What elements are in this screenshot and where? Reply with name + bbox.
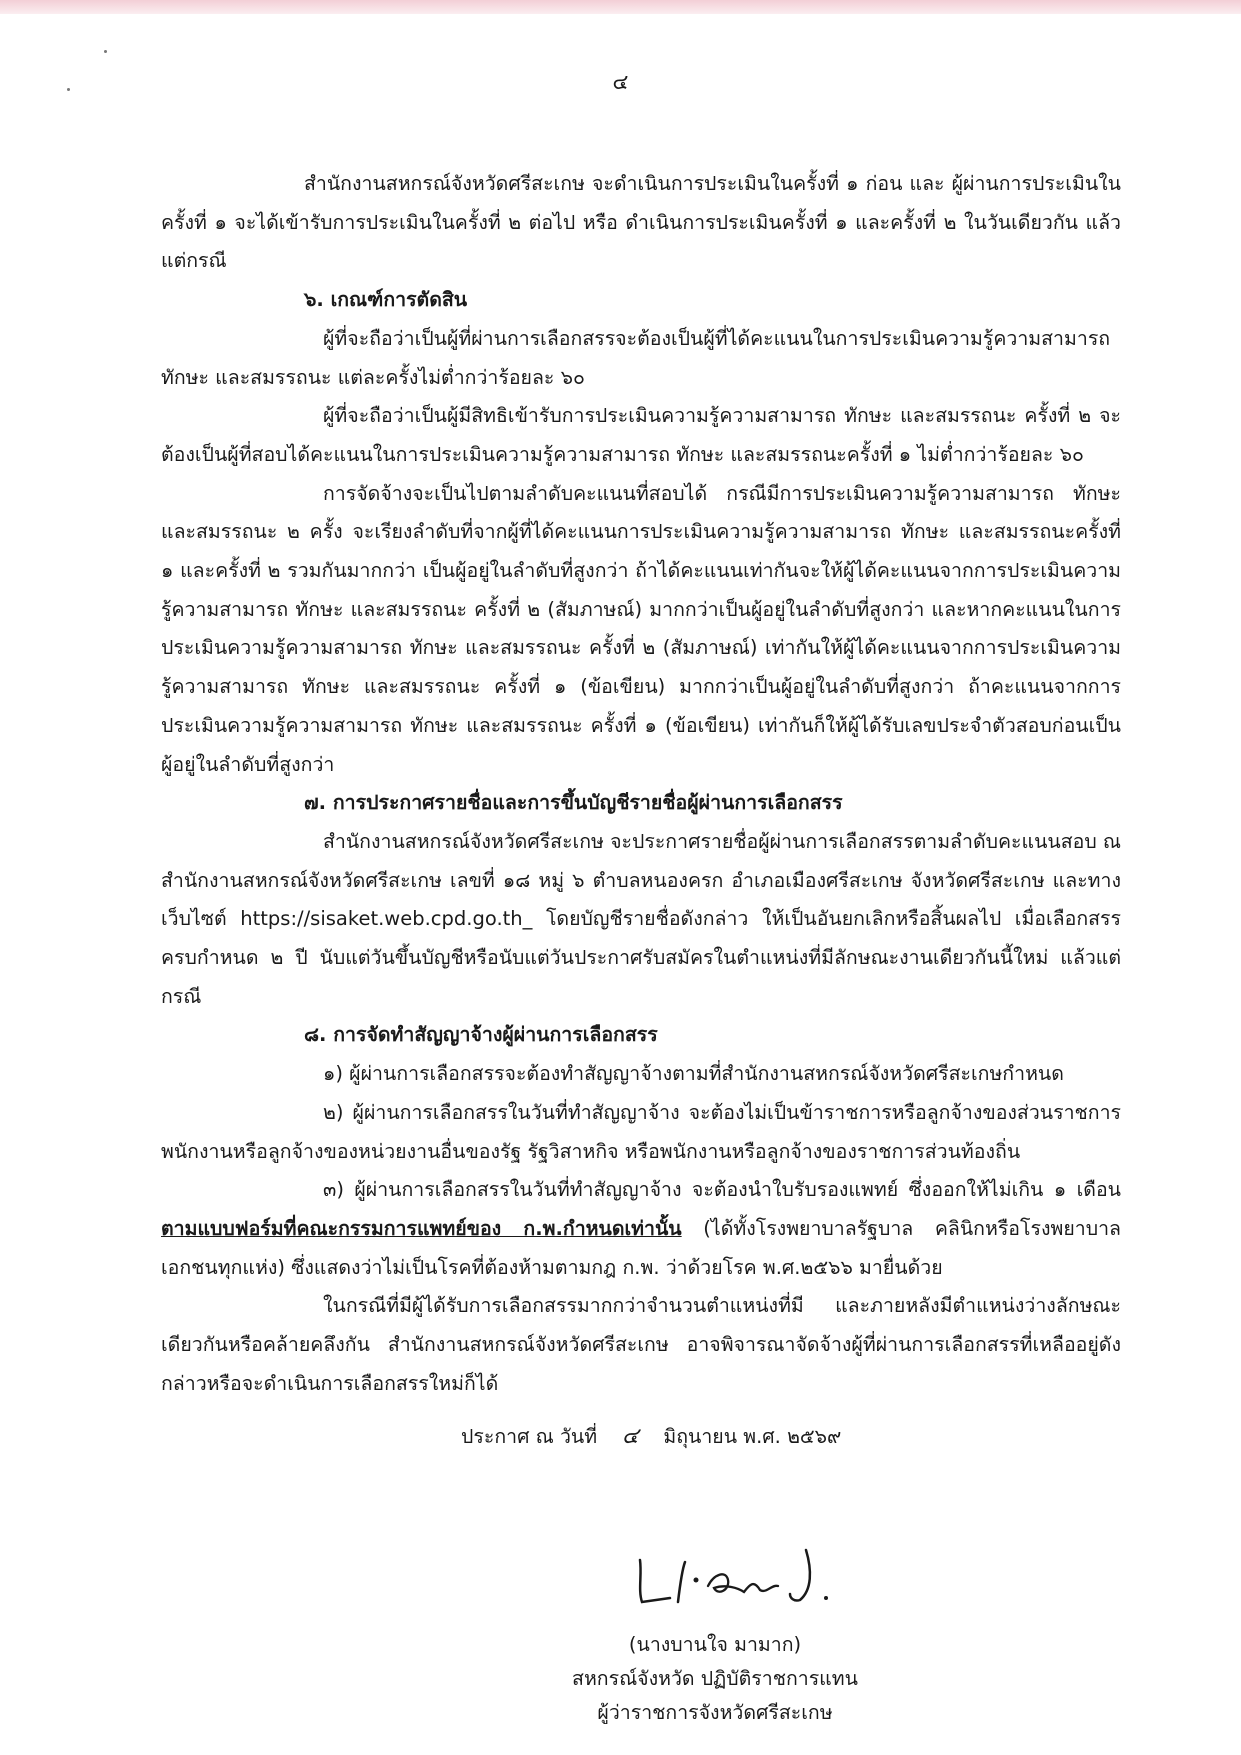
paragraph-8-4: ในกรณีที่มีผู้ได้รับการเลือกสรรมากกว่าจำนวนตำแหน่งที่มี และภายหลังมีตำแหน่งว่างลักษณะเดียวกันหรือคล้ายคลึงกัน สำนักงานสหกรณ์จังหวัดศรีสะเกษ อาจพิจารณาจัดจ้างผู้ที่ผ่านการเลือกสรรที่เหลืออยู่ดังกล่าวหรือจะดำเนินการเลือกสรรใหม่ก็ได้ [161, 1294, 1121, 1395]
signatory-block [545, 1628, 885, 1730]
paragraph-8-3 [161, 1171, 1121, 1287]
signatory-on-behalf: ผู้ว่าราชการจังหวัดศรีสะเกษ [597, 1701, 833, 1724]
paragraph-8-3-text-b: (ได้ทั้งโรงพยาบาลรัฐบาล คลินิกหรือโรงพยาบาลเอกชนทุกแห่ง) ซึ่งแสดงว่าไม่เป็นโรคที่ต้องห้ามตามกฎ ก.พ. ว่าด้วยโรค พ.ศ.๒๕๖๖ มายื่นด้วย [161, 1216, 1121, 1279]
date-month-year: มิถุนายน พ.ศ. ๒๕๖๙ [663, 1424, 842, 1448]
section-heading-7: ๗. การประกาศรายชื่อและการขึ้นบัญชีรายชื่อผู้ผ่านการเลือกสรร [304, 791, 843, 815]
paragraph-6-1: ผู้ที่จะถือว่าเป็นผู้ที่ผ่านการเลือกสรรจะต้องเป็นผู้ที่ได้คะแนนในการประเมินความรู้ความสามารถ ทักษะ และสมรรถนะ แต่ละครั้งไม่ต่ำกว่าร้อยละ ๖๐ [161, 326, 1111, 389]
paragraph-7-1: สำนักงานสหกรณ์จังหวัดศรีสะเกษ จะประกาศรายชื่อผู้ผ่านการเลือกสรรตามลำดับคะแนนสอบ ณ สำนักงานสหกรณ์จังหวัดศรีสะเกษ เลขที่ ๑๘ หมู่ ๖ ตำบลหนองครก อำเภอเมืองศรีสะเกษ จังหวัดศรีสะเกษ และทางเว็บไซต์ https://sisaket.web.cpd.go.th_ โดยบัญชีรายชื่อดังกล่าว ให้เป็นอันยกเลิกหรือสิ้นผลไป เมื่อเลือกสรรครบกำหนด ๒ ปี นับแต่วันขึ้นบัญชีหรือนับแต่วันประกาศรับสมัครในตำแหน่งที่มีลักษณะงานเดียวกันนี้ใหม่ แล้วแต่กรณี [161, 829, 1122, 1008]
paragraph-8-3-underlined: ตามแบบฟอร์มที่คณะกรรมการแพทย์ของ ก.พ.กำหนดเท่านั้น [161, 1216, 682, 1240]
paragraph-intro: สำนักงานสหกรณ์จังหวัดศรีสะเกษ จะดำเนินการประเมินในครั้งที่ ๑ ก่อน และ ผู้ผ่านการประเมินในครั้งที่ ๑ จะได้เข้ารับการประเมินในครั้งที่ ๒ ต่อไป หรือ ดำเนินการประเมินครั้งที่ ๑ และครั้งที่ ๒ ในวันเดียวกัน แล้วแต่กรณี [161, 172, 1121, 273]
paragraph-6-3: การจัดจ้างจะเป็นไปตามลำดับคะแนนที่สอบได้ กรณีมีการประเมินความรู้ความสามารถ ทักษะ และสมรรถนะ ๒ ครั้ง จะเรียงลำดับที่จากผู้ที่ได้คะแนนการประเมินความรู้ความสามารถ ทักษะ และสมรรถนะครั้งที่ ๑ และครั้งที่ ๒ รวมกันมากกว่า เป็นผู้อยู่ในลำดับที่สูงกว่า ถ้าได้คะแนนเท่ากันจะให้ผู้ได้คะแนนจากการประเมินความรู้ความสามารถ ทักษะ และสมรรถนะ ครั้งที่ ๒ (สัมภาษณ์) มากกว่าเป็นผู้อยู่ในลำดับที่สูงกว่า และหากคะแนนในการประเมินความรู้ความสามารถ ทักษะ และสมรรถนะ ครั้งที่ ๒ (สัมภาษณ์) เท่ากันให้ผู้ได้คะแนนจากการประเมินความรู้ความสามารถ ทักษะ และสมรรถนะ ครั้งที่ ๑ (ข้อเขียน) มากกว่าเป็นผู้อยู่ในลำดับที่สูงกว่า ถ้าคะแนนจากการประเมินความรู้ความสามารถ ทักษะ และสมรรถนะ ครั้งที่ ๑ (ข้อเขียน) เท่ากันก็ให้ผู้ได้รับเลขประจำตัวสอบก่อนเป็นผู้อยู่ในลำดับที่สูงกว่า [161, 481, 1121, 776]
paragraph-8-2: ๒) ผู้ผ่านการเลือกสรรในวันที่ทำสัญญาจ้าง จะต้องไม่เป็นข้าราชการหรือลูกจ้างของส่วนราชการ พนักงานหรือลูกจ้างของหน่วยงานอื่นของรัฐ รัฐวิสาหกิจ หรือพนักงานหรือลูกจ้างของราชการส่วนท้องถิ่น [161, 1100, 1121, 1163]
document-body [161, 165, 1121, 1456]
page-number: ๔ [612, 70, 629, 94]
section-heading-8: ๘. การจัดทำสัญญาจ้างผู้ผ่านการเลือกสรร [304, 1023, 658, 1047]
paragraph-8-3-text-a: ๓) ผู้ผ่านการเลือกสรรในวันที่ทำสัญญาจ้าง จะต้องนำใบรับรองแพทย์ ซึ่งออกให้ไม่เกิน ๑ เดือน [323, 1178, 1121, 1202]
paragraph-8-1: ๑) ผู้ผ่านการเลือกสรรจะต้องทำสัญญาจ้างตามที่สำนักงานสหกรณ์จังหวัดศรีสะเกษกำหนด [323, 1062, 1064, 1086]
date-day: ๔ [621, 1423, 639, 1449]
signatory-position: สหกรณ์จังหวัด ปฏิบัติราชการแทน [572, 1667, 858, 1690]
announcement-date [161, 1418, 1121, 1457]
signatory-name: (นางบานใจ มามาก) [628, 1633, 802, 1656]
handwritten-signature [630, 1540, 850, 1610]
date-prefix: ประกาศ ณ วันที่ [461, 1424, 598, 1448]
paragraph-6-2: ผู้ที่จะถือว่าเป็นผู้มีสิทธิเข้ารับการประเมินความรู้ความสามารถ ทักษะ และสมรรถนะ ครั้งที่ ๒ จะต้องเป็นผู้ที่สอบได้คะแนนในการประเมินความรู้ความสามารถ ทักษะ และสมรรถนะครั้งที่ ๑ ไม่ต่ำกว่าร้อยละ ๖๐ [161, 404, 1121, 466]
section-heading-6: ๖. เกณฑ์การตัดสิน [304, 288, 468, 312]
